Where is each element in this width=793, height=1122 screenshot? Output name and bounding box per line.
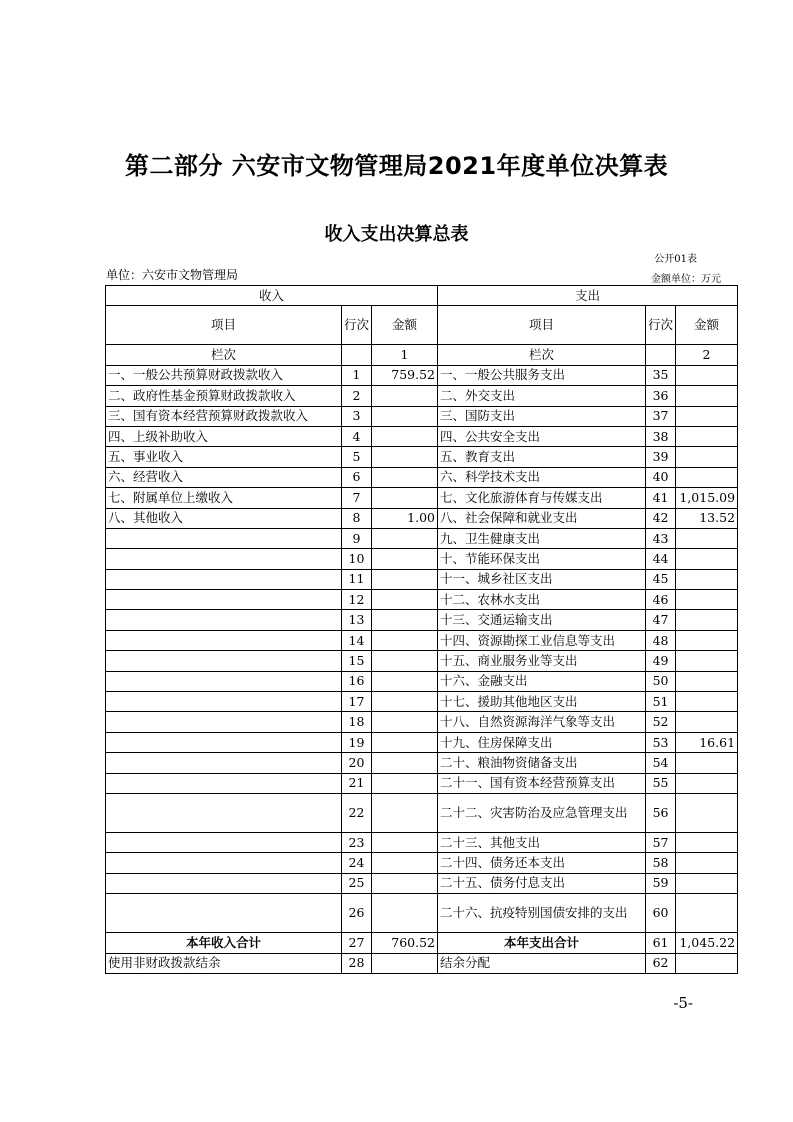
expense-item: 二十四、债务还本支出	[438, 853, 646, 873]
income-amount	[372, 753, 438, 773]
income-line-no: 12	[342, 590, 372, 610]
income-line-no: 28	[342, 953, 372, 973]
income-amount	[372, 732, 438, 752]
expense-amount	[676, 406, 738, 426]
expense-line-no: 36	[646, 386, 676, 406]
income-expense-table	[105, 285, 738, 974]
expense-line-no: 62	[646, 953, 676, 973]
expense-amount	[676, 873, 738, 893]
income-item	[106, 894, 342, 933]
income-item	[106, 590, 342, 610]
table-row	[106, 832, 738, 852]
income-amount	[372, 773, 438, 793]
income-line-no: 11	[342, 569, 372, 589]
expense-amount	[676, 692, 738, 712]
income-amount	[372, 894, 438, 933]
expense-item: 十三、交通运输支出	[438, 610, 646, 630]
expense-item: 十四、资源勘探工业信息等支出	[438, 630, 646, 650]
income-line-no: 4	[342, 426, 372, 446]
expense-line-no: 56	[646, 793, 676, 832]
expense-line-no: 39	[646, 447, 676, 467]
form-code: 公开01表	[654, 254, 697, 265]
expense-amount	[676, 712, 738, 732]
income-item-header: 项目	[106, 306, 342, 345]
income-column-index: 1	[372, 345, 438, 365]
income-line-no: 20	[342, 753, 372, 773]
income-item	[106, 610, 342, 630]
income-amount	[372, 630, 438, 650]
expense-column-label: 栏次	[438, 345, 646, 365]
table-row	[106, 447, 738, 467]
expense-item: 一、一般公共服务支出	[438, 365, 646, 385]
expense-line-no: 51	[646, 692, 676, 712]
income-line-no-header: 行次	[342, 306, 372, 345]
income-line-no: 6	[342, 467, 372, 487]
expense-line-no: 45	[646, 569, 676, 589]
expense-amount	[676, 365, 738, 385]
header-row-column-index	[106, 345, 738, 365]
income-item: 七、附属单位上缴收入	[106, 488, 342, 508]
expense-amount	[676, 832, 738, 852]
income-amount	[372, 447, 438, 467]
expense-item: 十五、商业服务业等支出	[438, 651, 646, 671]
page-title: 第二部分 六安市文物管理局2021年度单位决算表	[124, 152, 669, 180]
income-line-no: 1	[342, 365, 372, 385]
income-amount	[372, 406, 438, 426]
expense-item-header: 项目	[438, 306, 646, 345]
expense-line-no: 43	[646, 528, 676, 548]
income-item: 二、政府性基金预算财政拨款收入	[106, 386, 342, 406]
income-item: 五、事业收入	[106, 447, 342, 467]
income-line-no: 10	[342, 549, 372, 569]
expense-item: 二十、粮油物资储备支出	[438, 753, 646, 773]
table-row	[106, 953, 738, 973]
table-row	[106, 488, 738, 508]
expense-line-no: 41	[646, 488, 676, 508]
income-amount	[372, 569, 438, 589]
expense-line-no: 50	[646, 671, 676, 691]
table-row	[106, 386, 738, 406]
income-amount	[372, 793, 438, 832]
expense-item: 九、卫生健康支出	[438, 528, 646, 548]
expense-amount	[676, 590, 738, 610]
income-amount	[372, 692, 438, 712]
table-row	[106, 467, 738, 487]
table-row	[106, 712, 738, 732]
expense-line-no: 61	[646, 933, 676, 953]
expense-line-no: 53	[646, 732, 676, 752]
table-title: 收入支出决算总表	[324, 224, 469, 245]
expense-amount: 16.61	[676, 732, 738, 752]
income-line-no: 16	[342, 671, 372, 691]
expense-amount: 1,015.09	[676, 488, 738, 508]
expense-item: 三、国防支出	[438, 406, 646, 426]
expense-line-no: 46	[646, 590, 676, 610]
table-row	[106, 528, 738, 548]
expense-line-no: 47	[646, 610, 676, 630]
expense-line-no: 55	[646, 773, 676, 793]
page-number: -5-	[673, 994, 693, 1012]
income-line-no: 9	[342, 528, 372, 548]
expense-line-no: 54	[646, 753, 676, 773]
income-amount	[372, 873, 438, 893]
expense-line-no: 42	[646, 508, 676, 528]
expense-line-no: 40	[646, 467, 676, 487]
expense-line-no: 37	[646, 406, 676, 426]
expense-amount-header: 金额	[676, 306, 738, 345]
table-row	[106, 933, 738, 953]
income-line-no: 7	[342, 488, 372, 508]
expense-amount	[676, 447, 738, 467]
table-row	[106, 610, 738, 630]
table-row	[106, 630, 738, 650]
expense-line-no: 35	[646, 365, 676, 385]
expense-line-no: 44	[646, 549, 676, 569]
expense-item: 本年支出合计	[438, 933, 646, 953]
income-amount	[372, 610, 438, 630]
income-item	[106, 853, 342, 873]
income-line-no: 19	[342, 732, 372, 752]
expense-line-no: 49	[646, 651, 676, 671]
income-amount	[372, 467, 438, 487]
expense-item: 四、公共安全支出	[438, 426, 646, 446]
empty-cell	[342, 345, 372, 365]
income-item	[106, 651, 342, 671]
income-line-no: 22	[342, 793, 372, 832]
expense-amount	[676, 467, 738, 487]
empty-cell	[646, 345, 676, 365]
table-row	[106, 793, 738, 832]
table-row	[106, 426, 738, 446]
income-amount: 1.00	[372, 508, 438, 528]
expense-item: 十六、金融支出	[438, 671, 646, 691]
income-line-no: 5	[342, 447, 372, 467]
income-item: 八、其他收入	[106, 508, 342, 528]
expense-item: 结余分配	[438, 953, 646, 973]
expense-amount	[676, 853, 738, 873]
income-line-no: 14	[342, 630, 372, 650]
expense-amount: 1,045.22	[676, 933, 738, 953]
expense-item: 六、科学技术支出	[438, 467, 646, 487]
income-item	[106, 793, 342, 832]
expense-amount	[676, 793, 738, 832]
income-amount	[372, 386, 438, 406]
income-amount	[372, 590, 438, 610]
income-amount: 760.52	[372, 933, 438, 953]
table-row	[106, 406, 738, 426]
expense-amount	[676, 569, 738, 589]
income-line-no: 27	[342, 933, 372, 953]
income-item: 一、一般公共预算财政拨款收入	[106, 365, 342, 385]
expense-item: 二十三、其他支出	[438, 832, 646, 852]
expense-amount	[676, 773, 738, 793]
expense-line-no: 52	[646, 712, 676, 732]
expense-item: 十一、城乡社区支出	[438, 569, 646, 589]
income-amount	[372, 426, 438, 446]
income-amount	[372, 671, 438, 691]
expense-item: 十、节能环保支出	[438, 549, 646, 569]
expense-item: 七、文化旅游体育与传媒支出	[438, 488, 646, 508]
table-row	[106, 549, 738, 569]
income-amount-header: 金额	[372, 306, 438, 345]
unit-label: 单位：六安市文物管理局	[106, 268, 239, 282]
income-item: 四、上级补助收入	[106, 426, 342, 446]
table-row	[106, 508, 738, 528]
expense-section-header: 支出	[438, 286, 738, 306]
income-line-no: 15	[342, 651, 372, 671]
income-line-no: 17	[342, 692, 372, 712]
income-item	[106, 671, 342, 691]
expense-item: 二十一、国有资本经营预算支出	[438, 773, 646, 793]
table-row	[106, 753, 738, 773]
expense-line-no: 57	[646, 832, 676, 852]
income-amount	[372, 549, 438, 569]
expense-amount	[676, 753, 738, 773]
income-amount	[372, 651, 438, 671]
expense-amount	[676, 630, 738, 650]
table-row	[106, 873, 738, 893]
expense-amount	[676, 671, 738, 691]
income-line-no: 3	[342, 406, 372, 426]
income-item	[106, 569, 342, 589]
expense-amount	[676, 651, 738, 671]
expense-amount	[676, 610, 738, 630]
income-amount	[372, 953, 438, 973]
income-amount	[372, 853, 438, 873]
income-amount: 759.52	[372, 365, 438, 385]
income-column-label: 栏次	[106, 345, 342, 365]
expense-line-no-header: 行次	[646, 306, 676, 345]
income-item	[106, 753, 342, 773]
expense-column-index: 2	[676, 345, 738, 365]
income-amount	[372, 528, 438, 548]
expense-item: 二十二、灾害防治及应急管理支出	[438, 793, 646, 832]
income-section-header: 收入	[106, 286, 438, 306]
table-row	[106, 651, 738, 671]
expense-item: 十七、援助其他地区支出	[438, 692, 646, 712]
header-row-sections	[106, 286, 738, 306]
expense-item: 十二、农林水支出	[438, 590, 646, 610]
expense-item: 十九、住房保障支出	[438, 732, 646, 752]
table-row	[106, 894, 738, 933]
income-item: 三、国有资本经营预算财政拨款收入	[106, 406, 342, 426]
income-line-no: 23	[342, 832, 372, 852]
expense-amount: 13.52	[676, 508, 738, 528]
income-item	[106, 630, 342, 650]
table-row	[106, 853, 738, 873]
table-row	[106, 590, 738, 610]
income-item: 六、经营收入	[106, 467, 342, 487]
income-item	[106, 732, 342, 752]
income-line-no: 2	[342, 386, 372, 406]
expense-item: 五、教育支出	[438, 447, 646, 467]
expense-amount	[676, 894, 738, 933]
income-item	[106, 773, 342, 793]
expense-amount	[676, 528, 738, 548]
income-item	[106, 549, 342, 569]
income-item	[106, 528, 342, 548]
expense-item: 十八、自然资源海洋气象等支出	[438, 712, 646, 732]
expense-item: 八、社会保障和就业支出	[438, 508, 646, 528]
expense-amount	[676, 549, 738, 569]
income-item	[106, 832, 342, 852]
expense-item: 二十六、抗疫特别国债安排的支出	[438, 894, 646, 933]
expense-item: 二十五、债务付息支出	[438, 873, 646, 893]
income-item: 使用非财政拨款结余	[106, 953, 342, 973]
expense-line-no: 38	[646, 426, 676, 446]
table-row	[106, 365, 738, 385]
expense-amount	[676, 386, 738, 406]
money-unit-label: 金额单位：万元	[651, 274, 721, 285]
income-line-no: 24	[342, 853, 372, 873]
income-item	[106, 712, 342, 732]
expense-item: 二、外交支出	[438, 386, 646, 406]
income-line-no: 21	[342, 773, 372, 793]
expense-line-no: 48	[646, 630, 676, 650]
income-item	[106, 873, 342, 893]
income-line-no: 25	[342, 873, 372, 893]
table-row	[106, 671, 738, 691]
income-amount	[372, 488, 438, 508]
table-row	[106, 692, 738, 712]
income-amount	[372, 712, 438, 732]
table-row	[106, 569, 738, 589]
expense-line-no: 58	[646, 853, 676, 873]
income-amount	[372, 832, 438, 852]
income-line-no: 26	[342, 894, 372, 933]
income-line-no: 18	[342, 712, 372, 732]
expense-amount	[676, 953, 738, 973]
header-row-columns	[106, 306, 738, 345]
income-line-no: 13	[342, 610, 372, 630]
expense-line-no: 60	[646, 894, 676, 933]
income-item	[106, 692, 342, 712]
table-row	[106, 773, 738, 793]
expense-line-no: 59	[646, 873, 676, 893]
table-row	[106, 732, 738, 752]
income-item: 本年收入合计	[106, 933, 342, 953]
expense-amount	[676, 426, 738, 446]
income-line-no: 8	[342, 508, 372, 528]
